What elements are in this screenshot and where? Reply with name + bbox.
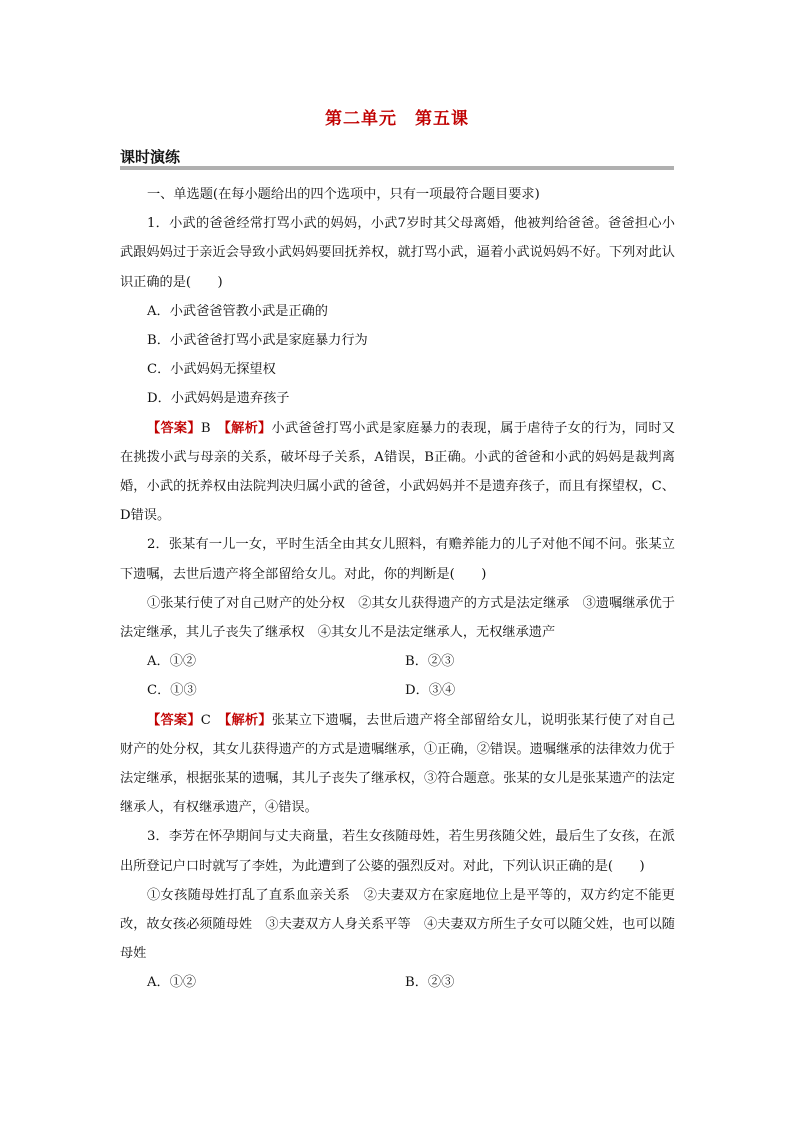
section-heading: 课时演练 bbox=[120, 148, 181, 166]
page-title: 第二单元 第五课 bbox=[325, 109, 469, 129]
question-2-option-c: C．①③ bbox=[147, 683, 197, 699]
answer-tag: 【答案】 bbox=[147, 420, 201, 436]
question-2-options-row-2 bbox=[147, 676, 675, 705]
question-1-stem: 1．小武的爸爸经常打骂小武的妈妈，小武7岁时其父母离婚，他被判给爸爸。爸爸担心小武跟妈妈过于亲近会导致小武妈妈要回抚养权，就打骂小武，逼着小武说妈妈不好。下列对此认识正确的是( ) bbox=[120, 216, 675, 290]
question-2-option-d: D．③④ bbox=[405, 683, 456, 699]
section-divider bbox=[120, 166, 674, 170]
question-3-option-a: A．①② bbox=[147, 975, 197, 991]
question-1-option-b: B．小武爸爸打骂小武是家庭暴力行为 bbox=[147, 333, 368, 349]
exercise-content bbox=[120, 180, 675, 998]
question-1-option-c: C．小武妈妈无探望权 bbox=[147, 362, 276, 378]
question-2-analysis: 张某立下遗嘱，去世后遗产将全部留给女儿，说明张某行使了对自己财产的处分权，其女儿获得遗产的方式是遗嘱继承，①正确，②错误。遗嘱继承的法律效力优于法定继承，根据张某的遗嘱，其儿子丧失了继承权，③符合题意。张某的女儿是张某遗产的法定继承人，有权继承遗产，④错误。 bbox=[120, 712, 676, 816]
question-2-answer-block bbox=[120, 706, 675, 823]
question-1-answer-block bbox=[120, 414, 675, 531]
question-3-options-row-1 bbox=[147, 968, 675, 997]
analysis-tag: 【解析】 bbox=[224, 420, 272, 436]
question-1-answer: B bbox=[200, 420, 211, 436]
instruction-text: 一、单选题(在每小题给出的四个选项中，只有一项最符合题目要求) bbox=[147, 187, 540, 202]
question-2-options-row-1 bbox=[147, 647, 675, 676]
question-2-option-a: A．①② bbox=[147, 654, 197, 670]
question-2-answer: C bbox=[200, 712, 211, 728]
question-3-option-b: B．②③ bbox=[405, 975, 455, 991]
question-3-statements: ①女孩随母姓打乱了直系血亲关系 ②夫妻双方在家庭地位上是平等的，双方约定不能更改，故女孩必须随母姓 ③夫妻双方人身关系平等 ④夫妻双方所生子女可以随父姓，也可以随母姓 bbox=[120, 887, 675, 962]
question-3-stem: 3．李芳在怀孕期间与丈夫商量，若生女孩随母姓，若生男孩随父姓，最后生了女孩，在派出所登记户口时就写了李姓，为此遭到了公婆的强烈反对。对此，下列认识正确的是( ) bbox=[120, 829, 675, 874]
question-2-option-b: B．②③ bbox=[405, 654, 455, 670]
analysis-tag: 【解析】 bbox=[224, 712, 272, 728]
question-1-analysis: 小武爸爸打骂小武是家庭暴力的表现，属于虐待子女的行为，同时又在挑拨小武与母亲的关系，破坏母子关系，A错误，B正确。小武的爸爸和小武的妈妈是裁判离婚，小武的抚养权由法院判决归属小武的爸爸，小武妈妈并不是遗弃孩子，而且有探望权，C、D错误。 bbox=[120, 420, 676, 524]
question-1-option-d: D．小武妈妈是遗弃孩子 bbox=[147, 391, 290, 407]
question-1-option-a: A．小武爸爸管教小武是正确的 bbox=[147, 303, 328, 319]
question-2-stem: 2．张某有一儿一女，平时生活全由其女儿照料，有赡养能力的儿子对他不闻不问。张某立下遗嘱，去世后遗产将全部留给女儿。对此，你的判断是( ) bbox=[120, 537, 675, 582]
answer-tag: 【答案】 bbox=[147, 712, 201, 728]
question-2-statements: ①张某行使了对自己财产的处分权 ②其女儿获得遗产的方式是法定继承 ③遗嘱继承优于法定继承，其儿子丧失了继承权 ④其女儿不是法定继承人，无权继承遗产 bbox=[120, 595, 675, 641]
